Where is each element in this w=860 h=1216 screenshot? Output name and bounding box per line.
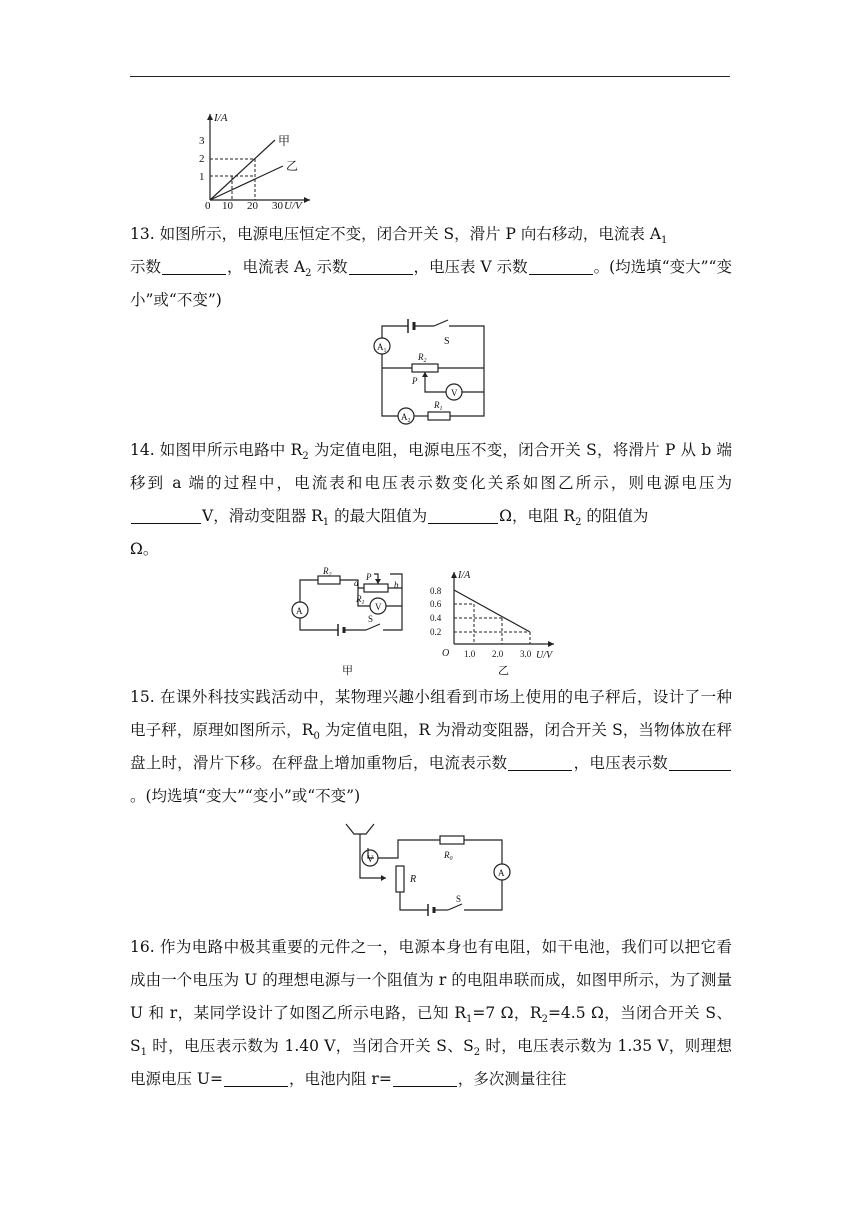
svg-text:b: b	[394, 580, 399, 590]
series-yi-label: 乙	[286, 159, 299, 173]
svg-text:R2: $R_2$	[418, 352, 427, 364]
answer-blank[interactable]	[508, 752, 572, 771]
series-jia-line	[210, 140, 275, 200]
y-axis-label: I/A	[214, 112, 228, 124]
svg-text:1.0: 1.0	[464, 649, 476, 659]
svg-text:R0: $R_0$	[444, 850, 453, 862]
answer-blank[interactable]	[529, 256, 593, 275]
series-line	[454, 590, 530, 632]
svg-text:I/A: I/A	[458, 570, 471, 581]
figure-caption-jia: 甲	[342, 665, 353, 677]
answer-blank[interactable]	[162, 256, 226, 275]
answer-blank[interactable]	[669, 752, 731, 771]
header-rule	[130, 76, 730, 77]
svg-text:O: O	[442, 648, 450, 659]
x-axis-label: U/V	[284, 200, 302, 212]
question-14: 14. 如图甲所示电路中 $R_2$ 为定值电阻，电源电压不变，闭合开关 S，将滑片 P 从 b 端移到 a 端的过程中，电流表和电压表示数变化关系如图乙所示，则电源电压为V，滑动变阻器 $R_1$ 的最大阻值为 Ω，电阻 $R_2$ 的阻值为 Ω。	[130, 441, 732, 558]
answer-blank[interactable]	[428, 505, 498, 524]
svg-text:A: A	[498, 868, 505, 878]
svg-text:a: a	[354, 578, 359, 588]
svg-text:S: S	[456, 894, 462, 904]
svg-text:V: V	[451, 388, 458, 398]
x-tick: 30	[272, 200, 283, 212]
circuit-q14-jia	[288, 566, 413, 678]
answer-blank[interactable]	[131, 505, 201, 524]
svg-text:0.4: 0.4	[430, 613, 442, 623]
series-yi-line	[210, 166, 283, 200]
svg-text:P: P	[366, 572, 372, 582]
svg-text:P: P	[412, 376, 418, 386]
svg-text:0.2: 0.2	[430, 627, 442, 637]
svg-text:S: S	[444, 336, 450, 347]
svg-text:R1: $R_1$	[434, 400, 443, 412]
x-tick: 0	[205, 200, 211, 212]
question-15: 15. 在课外科技实践活动中，某物理兴趣小组看到市场上使用的电子秤后，设计了一种电子秤，原理如图所示，$R_0$ 为定值电阻，R 为滑动变阻器，闭合开关 S，当物体放在秤盘上时，滑片下移。在秤盘上增加重物后，电流表示数 ，电压表示数。(均选填“变大”“变小”或“不变”)	[130, 688, 733, 805]
svg-text:S: S	[368, 614, 374, 624]
svg-text:V: V	[367, 854, 374, 864]
svg-text:3.0: 3.0	[520, 649, 532, 659]
figure-caption-yi: 乙	[498, 665, 509, 677]
iu-graph-q14-yi	[426, 566, 566, 678]
svg-text:A: A	[296, 606, 303, 616]
x-tick: 10	[222, 200, 233, 212]
svg-text:V: V	[375, 602, 382, 612]
svg-text:0.8: 0.8	[430, 586, 442, 596]
svg-text:0.6: 0.6	[430, 599, 442, 609]
svg-text:R1: $R_1$	[356, 594, 365, 606]
answer-blank[interactable]	[224, 1068, 288, 1087]
y-tick: 1	[199, 171, 205, 183]
series-jia-label: 甲	[278, 134, 291, 148]
y-tick: 2	[199, 153, 205, 165]
svg-text:A1: $A_1$	[377, 342, 387, 354]
iu-graph-jia-yi	[190, 108, 330, 210]
svg-text:R2: $R_2$	[323, 566, 332, 578]
svg-text:2.0: 2.0	[492, 649, 504, 659]
answer-blank[interactable]	[349, 256, 413, 275]
x-arrow	[304, 197, 310, 203]
question-16: 16. 作为电路中极其重要的元件之一，电源本身也有电阻，如干电池，我们可以把它看成由一个电压为 U 的理想电源与一个阻值为 r 的电阻串联而成，如图甲所示，为了测量 U 和 r，某同学设计了如图乙所示电路，已知 $R_1=7$ Ω，$R_2=4.5$ Ω，当闭合开关 S、$S_1$ 时，电压表示数为 1.40 V，当闭合开关 S、$S_2$ 时，电压表示数为 1.35 V，则理想电源电压 U= ，电池内阻 r= ，多次测量往往	[130, 938, 732, 1088]
circuit-q13	[368, 318, 493, 428]
y-arrow	[207, 114, 213, 120]
circuit-q15-scale	[340, 818, 520, 916]
svg-text:U/V: U/V	[536, 650, 553, 661]
y-tick: 3	[199, 135, 205, 147]
answer-blank[interactable]	[393, 1068, 457, 1087]
question-13: 13. 如图所示，电源电压恒定不变，闭合开关 S，滑片 P 向右移动，电流表 $A_1$ 示数 ，电流表 $A_2$ 示数 ，电压表 V 示数 。(均选填“变大”“变小”或“不变”)	[130, 225, 732, 309]
svg-text:R: R	[410, 874, 417, 885]
svg-text:A2: $A_2$	[401, 412, 411, 424]
x-tick: 20	[247, 200, 258, 212]
